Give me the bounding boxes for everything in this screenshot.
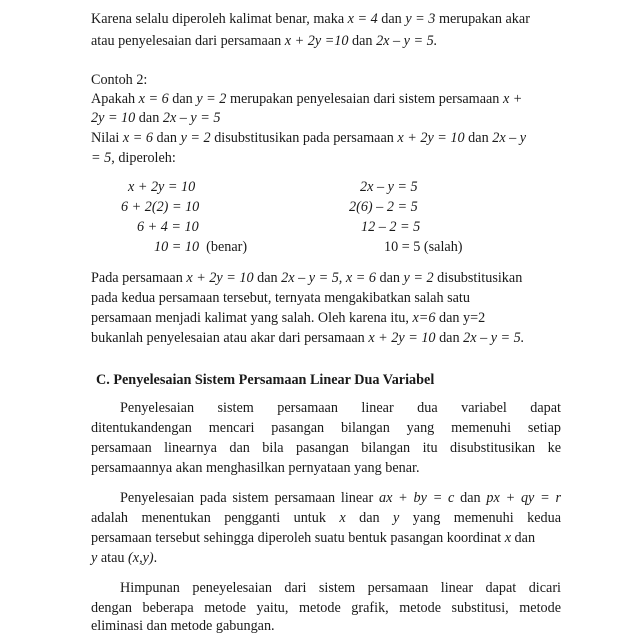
text: atau: [97, 550, 129, 566]
text: yang memenuhi kedua: [399, 510, 561, 526]
text: dan: [348, 33, 377, 49]
result-note: (benar): [206, 239, 248, 255]
text: dan: [168, 91, 197, 107]
question-line-1: [91, 89, 522, 109]
para2-line-3: [91, 528, 535, 548]
math: (x,y): [128, 550, 154, 566]
text: merupakan akar: [435, 11, 530, 27]
math: x + 2y = 10: [186, 270, 254, 286]
math: 2x – y = 5, x = 6: [281, 270, 376, 286]
text: .: [153, 550, 158, 566]
calc-left-4: [154, 237, 247, 257]
calc-right-2: 2(6) – 2 = 5: [349, 199, 418, 215]
text: dan: [253, 270, 282, 286]
math: = 5: [91, 150, 112, 166]
math: y: [91, 550, 98, 566]
text: merupakan penyelesaian dari sistem persamaan: [226, 91, 503, 107]
math: x = 6: [122, 130, 153, 146]
calc-right-1: 2x – y = 5: [360, 179, 418, 195]
text: dan: [152, 130, 181, 146]
text: Pada persamaan: [91, 270, 187, 286]
conclusion-line-2: pada kedua persamaan tersebut, ternyata mengakibatkan salah satu: [91, 290, 470, 306]
text: dan: [464, 130, 493, 146]
calc-right-4: 10 = 5 (salah): [384, 239, 463, 255]
text: adalah menentukan pengganti untuk: [91, 510, 340, 526]
math: 2x – y = 5.: [376, 33, 438, 49]
text: disubstitusikan pada persamaan: [210, 130, 398, 146]
text: Apakah: [91, 91, 139, 107]
text: atau penyelesaian dari persamaan: [91, 33, 285, 49]
math: 2x – y = 5: [162, 110, 221, 126]
math: ax + by = c: [378, 490, 455, 506]
text: disubstitusikan: [433, 270, 523, 286]
para1-line-4: persamaannya akan menghasilkan pernyataan yang benar.: [91, 460, 420, 476]
math: x = 4: [347, 11, 378, 27]
text: Nilai: [91, 130, 123, 146]
section-heading: C. Penyelesaian Sistem Persamaan Linear Dua Variabel: [96, 372, 435, 388]
math: x + 2y =10: [284, 33, 349, 49]
substitution-line-1: [91, 128, 526, 148]
text: bukanlah penyelesaian atau akar dari persamaan: [91, 330, 369, 346]
intro-line-2: [91, 31, 437, 51]
text: persamaan tersebut sehingga diperoleh suatu bentuk pasangan koordinat: [91, 530, 505, 546]
math: 2y = 10: [91, 110, 136, 126]
text: dan: [435, 330, 464, 346]
para3-line-3: eliminasi dan metode gabungan.: [91, 618, 275, 634]
text: dan: [511, 530, 536, 546]
math: 10 = 10: [154, 239, 200, 255]
text: dan: [135, 110, 163, 126]
math: y = 2: [196, 91, 227, 107]
text: persamaan menjadi kalimat yang salah. Oleh karena itu,: [91, 310, 413, 326]
math: y = 2: [403, 270, 434, 286]
text: Karena selalu diperoleh kalimat benar, maka: [91, 11, 348, 27]
calc-right-3: 12 – 2 = 5: [361, 219, 421, 235]
text: dan: [375, 270, 404, 286]
math: x = 6: [138, 91, 169, 107]
math: y: [393, 510, 400, 526]
math: x + 2y = 10: [368, 330, 436, 346]
calc-left-1: x + 2y = 10: [128, 179, 196, 195]
conclusion-line-3: [91, 308, 485, 328]
para3-line-1: Himpunan peneyelesaian dari sistem persamaan linear dapat dicari: [120, 580, 561, 596]
para2-line-1: [120, 488, 561, 508]
math: x=6: [412, 310, 436, 326]
question-line-2: [91, 108, 220, 128]
para2-line-2: [91, 508, 561, 528]
para1-line-3: persamaan linearnya dan bila pasangan bilangan itu disubstitusikan ke: [91, 440, 561, 456]
example-title: Contoh 2:: [91, 72, 148, 88]
conclusion-line-4: [91, 328, 524, 348]
math: x: [339, 510, 346, 526]
math: px + qy = r: [486, 490, 562, 506]
calc-left-3: 6 + 4 = 10: [137, 219, 199, 235]
conclusion-line-1: [91, 268, 522, 288]
math: 2x – y = 5.: [463, 330, 525, 346]
para1-line-1: Penyelesaian sistem persamaan linear dua variabel dapat: [120, 400, 561, 416]
math: x +: [502, 91, 523, 107]
calc-left-2: 6 + 2(2) = 10: [121, 199, 200, 215]
text: dan y=2: [435, 310, 486, 326]
math: x + 2y = 10: [397, 130, 465, 146]
text: dan: [345, 510, 394, 526]
para1-line-2: ditentukandengan mencari pasangan bilangan yang memenuhi setiap: [91, 420, 561, 436]
math: y = 3: [405, 11, 436, 27]
para3-line-2: dengan beberapa metode yaitu, metode grafik, metode substitusi, metode: [91, 600, 561, 616]
text: Penyelesaian pada sistem persamaan linear: [120, 490, 379, 506]
text: , diperoleh:: [111, 150, 176, 166]
text: dan: [377, 11, 406, 27]
para2-line-4: [91, 548, 157, 568]
math: y = 2: [180, 130, 211, 146]
text: dan: [454, 490, 487, 506]
math: 2x – y: [492, 130, 527, 146]
intro-line-1: [91, 9, 530, 29]
math: x: [504, 530, 511, 546]
substitution-line-2: [91, 148, 176, 168]
